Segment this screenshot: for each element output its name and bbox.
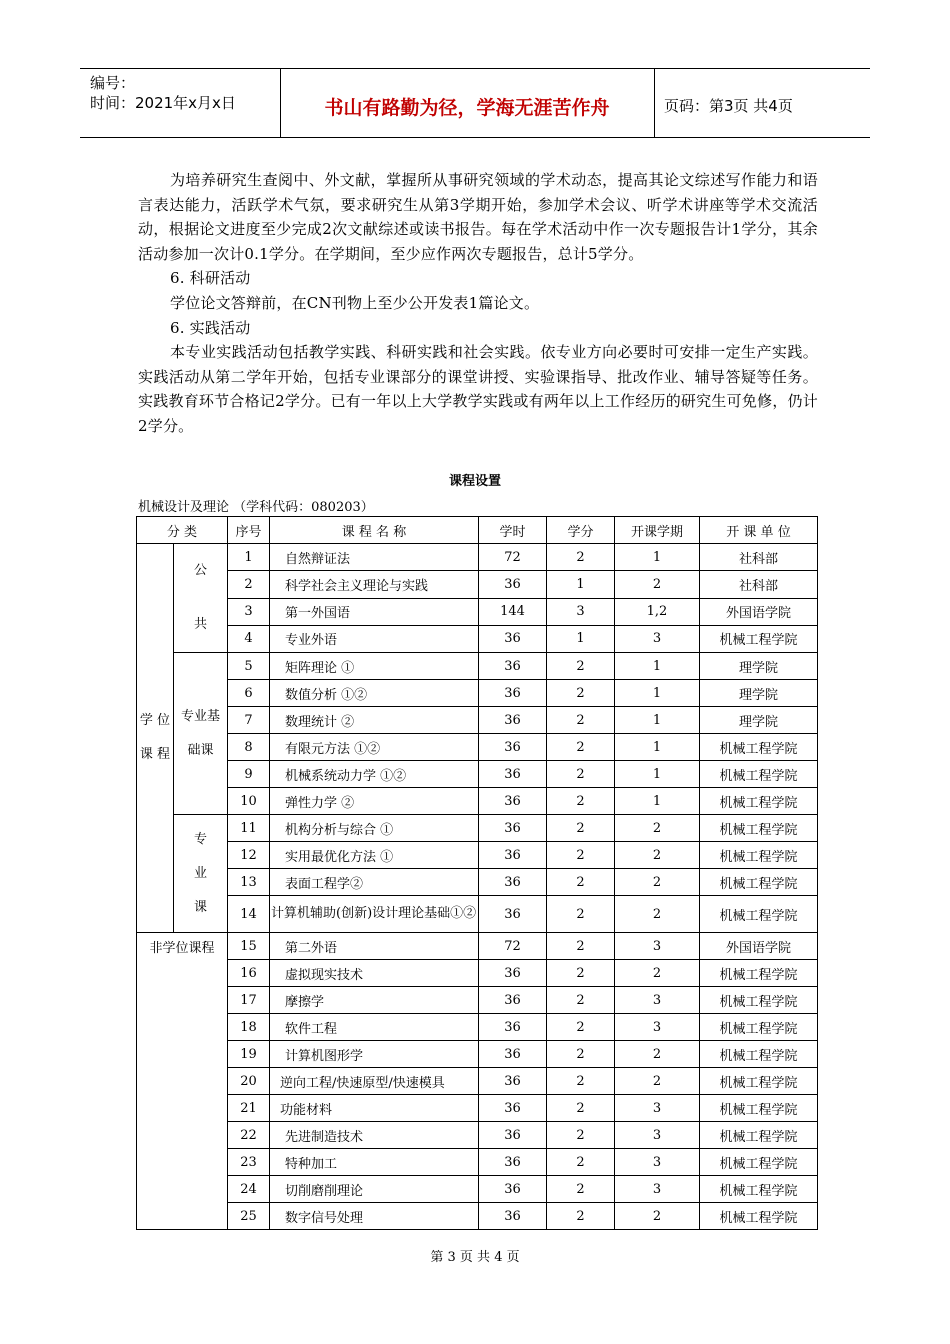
cell-term: 2 (615, 571, 700, 598)
cell-hours: 36 (479, 1149, 547, 1176)
cell-credits: 2 (547, 869, 615, 896)
cell-no: 25 (228, 1203, 270, 1230)
cell-no: 16 (228, 960, 270, 987)
cell-course-name: 第一外国语 (270, 598, 479, 625)
cell-credits: 2 (547, 1095, 615, 1122)
subcategory-basic-line2: 础课 (187, 742, 214, 758)
subcategory-basic (174, 653, 228, 815)
table-row (137, 1176, 818, 1203)
cell-no: 4 (228, 625, 270, 652)
cell-department: 机械工程学院 (700, 1068, 818, 1095)
cell-credits: 1 (547, 571, 615, 598)
cell-no: 1 (228, 544, 270, 571)
header-term: 开课学期 (615, 517, 700, 544)
cell-credits: 2 (547, 896, 615, 933)
cell-credits: 2 (547, 734, 615, 761)
cell-department: 理学院 (700, 680, 818, 707)
cell-term: 1 (615, 680, 700, 707)
cell-hours: 36 (479, 707, 547, 734)
cell-hours: 36 (479, 653, 547, 680)
cell-course-name: 表面工程学② (270, 869, 479, 896)
cell-department: 机械工程学院 (700, 1014, 818, 1041)
cell-credits: 2 (547, 1176, 615, 1203)
cell-credits: 2 (547, 1068, 615, 1095)
header-course-name: 课 程 名 称 (270, 517, 479, 544)
cell-department: 外国语学院 (700, 598, 818, 625)
header-credits: 学分 (547, 517, 615, 544)
cell-hours: 36 (479, 1203, 547, 1230)
category-degree-line1: 学 位 (139, 713, 171, 728)
cell-term: 2 (615, 896, 700, 933)
cell-term: 3 (615, 1014, 700, 1041)
cell-credits: 2 (547, 987, 615, 1014)
cell-department: 机械工程学院 (700, 788, 818, 815)
subcategory-public (174, 544, 228, 653)
cell-credits: 2 (547, 707, 615, 734)
cell-course-name: 有限元方法 ①② (270, 734, 479, 761)
cell-term: 1 (615, 544, 700, 571)
cell-term: 2 (615, 960, 700, 987)
cell-term: 1,2 (615, 598, 700, 625)
cell-hours: 36 (479, 1014, 547, 1041)
cell-hours: 36 (479, 815, 547, 842)
paragraph-research-activity: 学位论文答辩前，在CN刊物上至少公开发表1篇论文。 (170, 293, 540, 312)
cell-credits: 2 (547, 1014, 615, 1041)
cell-department: 机械工程学院 (700, 1041, 818, 1068)
table-row (137, 1041, 818, 1068)
cell-course-name: 机构分析与综合 ① (270, 815, 479, 842)
paragraph-academic-activity: 为培养研究生查阅中、外文献，掌握所从事研究领域的学术动态，提高其论文综述写作能力和语言表达能力，活跃学术气氛，要求研究生从第3学期开始，参加学术会议、听学术讲座等学术交流活动，根据论文进度至少完成2次文献综述或读书报告。每在学术活动中作一次专题报告计1学分，其余活动参加一次计0.1学分。在学期间，至少应作两次专题报告，总计5学分。 (138, 171, 818, 263)
table-title: 课程设置 (448, 474, 501, 489)
cell-course-name: 实用最优化方法 ① (270, 842, 479, 869)
cell-no: 24 (228, 1176, 270, 1203)
cell-no: 12 (228, 842, 270, 869)
header-page-info: 页码：第3页 共4页 (664, 97, 793, 115)
page-header (80, 68, 870, 138)
cell-no: 8 (228, 734, 270, 761)
cell-department: 社科部 (700, 544, 818, 571)
cell-hours: 36 (479, 896, 547, 933)
cell-no: 10 (228, 788, 270, 815)
cell-term: 3 (615, 1149, 700, 1176)
cell-credits: 2 (547, 842, 615, 869)
cell-course-name: 自然辩证法 (270, 544, 479, 571)
cell-department: 理学院 (700, 653, 818, 680)
cell-no: 14 (228, 896, 270, 933)
cell-department: 机械工程学院 (700, 960, 818, 987)
table-row (137, 761, 818, 788)
cell-no: 9 (228, 761, 270, 788)
cell-course-name: 特种加工 (270, 1149, 479, 1176)
cell-course-name: 功能材料 (270, 1095, 479, 1122)
subcategory-major (174, 815, 228, 933)
cell-no: 15 (228, 933, 270, 960)
cell-term: 1 (615, 707, 700, 734)
cell-credits: 2 (547, 1041, 615, 1068)
cell-term: 2 (615, 1203, 700, 1230)
table-row (137, 625, 818, 652)
cell-term: 1 (615, 653, 700, 680)
cell-no: 3 (228, 598, 270, 625)
cell-course-name: 第二外语 (270, 933, 479, 960)
cell-credits: 2 (547, 933, 615, 960)
cell-term: 3 (615, 933, 700, 960)
cell-credits: 2 (547, 653, 615, 680)
cell-hours: 36 (479, 1176, 547, 1203)
cell-credits: 2 (547, 1203, 615, 1230)
table-row (137, 1068, 818, 1095)
cell-hours: 36 (479, 987, 547, 1014)
cell-hours: 36 (479, 788, 547, 815)
cell-term: 3 (615, 1122, 700, 1149)
subcategory-major-line3: 课 (193, 899, 207, 915)
cell-department: 机械工程学院 (700, 896, 818, 933)
cell-no: 5 (228, 653, 270, 680)
table-row (137, 933, 818, 960)
cell-hours: 36 (479, 680, 547, 707)
cell-hours: 144 (479, 598, 547, 625)
cell-credits: 2 (547, 788, 615, 815)
subcategory-public-line2: 共 (193, 617, 207, 632)
cell-credits: 2 (547, 1122, 615, 1149)
subcategory-major-line2: 业 (193, 865, 207, 881)
cell-credits: 2 (547, 544, 615, 571)
paragraph-practice-activity: 本专业实践活动包括教学实践、科研实践和社会实践。依专业方向必要时可安排一定生产实践。实践活动从第二学年开始，包括专业课部分的课堂讲授、实验课指导、批改作业、辅导答疑等任务。实践教育环节合格记2学分。已有一年以上大学教学实践或有两年以上工作经历的研究生可免修，仍计2学分。 (138, 343, 818, 435)
cell-course-name: 矩阵理论 ① (270, 653, 479, 680)
cell-department: 机械工程学院 (700, 625, 818, 652)
course-table (136, 516, 818, 1230)
cell-credits: 2 (547, 761, 615, 788)
cell-department: 机械工程学院 (700, 761, 818, 788)
cell-term: 2 (615, 1068, 700, 1095)
cell-no: 19 (228, 1041, 270, 1068)
cell-department: 机械工程学院 (700, 842, 818, 869)
header-number: 编号： (90, 74, 136, 92)
table-row (137, 598, 818, 625)
heading-research-activity: 6. 科研活动 (170, 269, 251, 288)
body-text (138, 168, 818, 439)
table-row (137, 896, 818, 933)
cell-term: 3 (615, 625, 700, 652)
cell-no: 22 (228, 1122, 270, 1149)
cell-term: 2 (615, 815, 700, 842)
cell-hours: 72 (479, 544, 547, 571)
cell-course-name: 摩擦学 (270, 987, 479, 1014)
cell-course-name: 先进制造技术 (270, 1122, 479, 1149)
table-row (137, 653, 818, 680)
cell-term: 3 (615, 987, 700, 1014)
table-row (137, 680, 818, 707)
category-degree-courses (137, 544, 174, 933)
cell-course-name: 数字信号处理 (270, 1203, 479, 1230)
subcategory-major-line1: 专 (193, 831, 207, 847)
heading-practice-activity: 6. 实践活动 (170, 318, 251, 337)
cell-course-name: 逆向工程/快速原型/快速模具 (270, 1068, 479, 1095)
table-row (137, 734, 818, 761)
header-number: 序号 (228, 517, 270, 544)
cell-course-name: 弹性力学 ② (270, 788, 479, 815)
cell-department: 机械工程学院 (700, 1095, 818, 1122)
cell-credits: 3 (547, 598, 615, 625)
cell-course-name: 软件工程 (270, 1014, 479, 1041)
header-date: 时间：2021年x月x日 (90, 94, 236, 112)
cell-hours: 72 (479, 933, 547, 960)
subject-line: 机械设计及理论 （学科代码：080203） (138, 500, 374, 515)
cell-no: 11 (228, 815, 270, 842)
cell-department: 机械工程学院 (700, 869, 818, 896)
table-row (137, 1149, 818, 1176)
cell-course-name: 专业外语 (270, 625, 479, 652)
cell-course-name: 虚拟现实技术 (270, 960, 479, 987)
table-row (137, 544, 818, 571)
cell-department: 机械工程学院 (700, 815, 818, 842)
subcategory-basic-line1: 专业基 (180, 708, 220, 724)
table-row (137, 987, 818, 1014)
cell-hours: 36 (479, 1041, 547, 1068)
cell-no: 2 (228, 571, 270, 598)
cell-term: 2 (615, 842, 700, 869)
cell-department: 机械工程学院 (700, 1122, 818, 1149)
header-meta (90, 73, 236, 113)
cell-credits: 2 (547, 815, 615, 842)
cell-course-name: 数值分析 ①② (270, 680, 479, 707)
cell-department: 机械工程学院 (700, 987, 818, 1014)
header-category: 分 类 (137, 517, 228, 544)
category-degree-line2: 课 程 (139, 747, 171, 762)
table-row (137, 571, 818, 598)
table-row (137, 1014, 818, 1041)
cell-course-name: 计算机辅助(创新)设计理论基础①② (270, 896, 479, 933)
cell-term: 2 (615, 1041, 700, 1068)
cell-hours: 36 (479, 571, 547, 598)
cell-course-name: 机械系统动力学 ①② (270, 761, 479, 788)
cell-credits: 2 (547, 960, 615, 987)
table-row (137, 1203, 818, 1230)
cell-credits: 2 (547, 1149, 615, 1176)
cell-no: 6 (228, 680, 270, 707)
header-motto: 书山有路勤为径，学海无涯苦作舟 (324, 97, 610, 119)
cell-no: 18 (228, 1014, 270, 1041)
cell-department: 理学院 (700, 707, 818, 734)
cell-hours: 36 (479, 625, 547, 652)
cell-no: 17 (228, 987, 270, 1014)
cell-department: 机械工程学院 (700, 1203, 818, 1230)
cell-credits: 1 (547, 625, 615, 652)
cell-hours: 36 (479, 960, 547, 987)
table-row (137, 1095, 818, 1122)
cell-course-name: 切削磨削理论 (270, 1176, 479, 1203)
cell-term: 2 (615, 869, 700, 896)
cell-hours: 36 (479, 734, 547, 761)
cell-hours: 36 (479, 761, 547, 788)
cell-department: 机械工程学院 (700, 734, 818, 761)
table-row (137, 869, 818, 896)
table-row (137, 707, 818, 734)
table-row (137, 842, 818, 869)
cell-department: 外国语学院 (700, 933, 818, 960)
cell-no: 13 (228, 869, 270, 896)
cell-term: 1 (615, 788, 700, 815)
cell-course-name: 数理统计 ② (270, 707, 479, 734)
cell-term: 1 (615, 761, 700, 788)
page-footer: 第 3 页 共 4 页 (430, 1250, 520, 1265)
cell-hours: 36 (479, 869, 547, 896)
table-row (137, 960, 818, 987)
cell-term: 1 (615, 734, 700, 761)
cell-hours: 36 (479, 1122, 547, 1149)
header-divider (654, 69, 655, 137)
cell-term: 3 (615, 1095, 700, 1122)
cell-hours: 36 (479, 1068, 547, 1095)
cell-hours: 36 (479, 1095, 547, 1122)
cell-no: 21 (228, 1095, 270, 1122)
cell-term: 3 (615, 1176, 700, 1203)
table-row (137, 788, 818, 815)
cell-no: 20 (228, 1068, 270, 1095)
subcategory-public-line1: 公 (193, 563, 207, 578)
cell-department: 机械工程学院 (700, 1149, 818, 1176)
header-hours: 学时 (479, 517, 547, 544)
category-non-degree: 非学位课程 (137, 933, 228, 1230)
table-row (137, 815, 818, 842)
cell-no: 23 (228, 1149, 270, 1176)
cell-no: 7 (228, 707, 270, 734)
cell-credits: 2 (547, 680, 615, 707)
cell-course-name: 科学社会主义理论与实践 (270, 571, 479, 598)
header-department: 开 课 单 位 (700, 517, 818, 544)
table-header-row (137, 517, 818, 544)
table-row (137, 1122, 818, 1149)
cell-course-name: 计算机图形学 (270, 1041, 479, 1068)
cell-hours: 36 (479, 842, 547, 869)
cell-department: 社科部 (700, 571, 818, 598)
cell-department: 机械工程学院 (700, 1176, 818, 1203)
